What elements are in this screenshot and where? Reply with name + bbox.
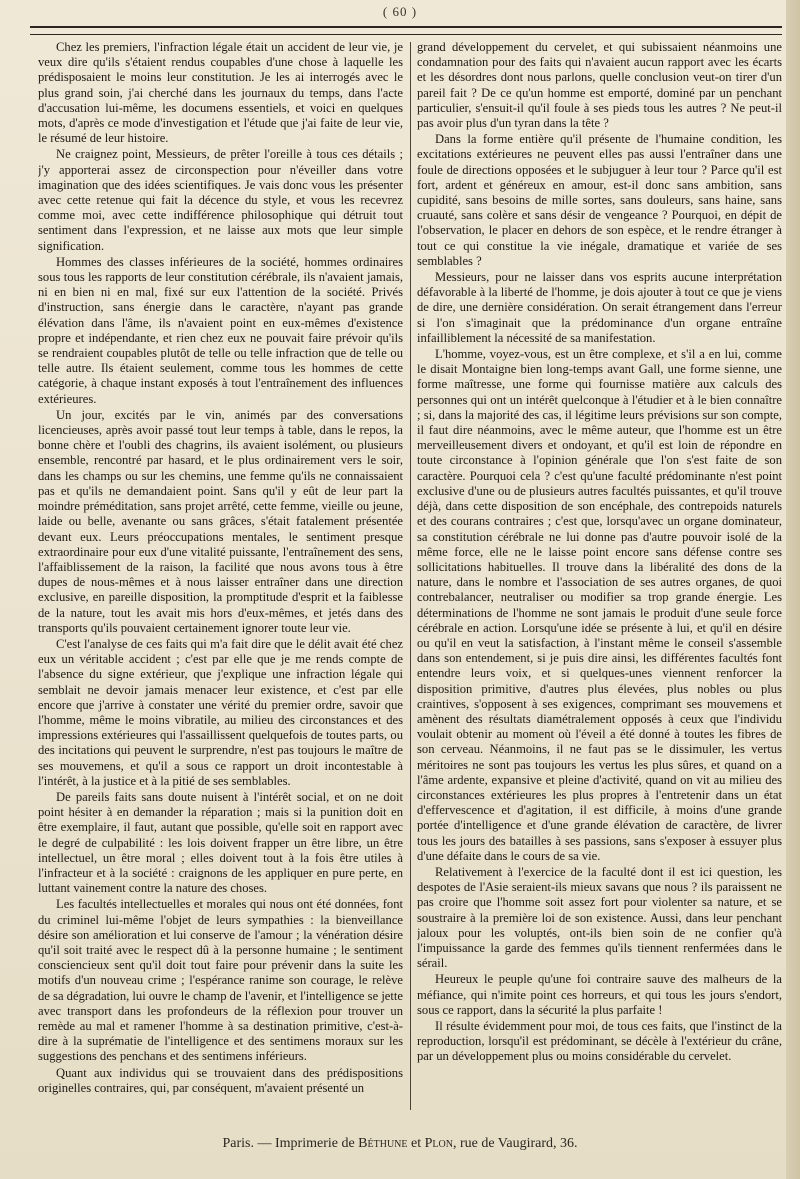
- paragraph: grand développement du cervelet, et qui subissaient néanmoins une condamnation pour des faits qui n'avaient aucun rapport avec les écarts et les désordres dont nous parlons, quelle conclusion veut-on tirer d'un pareil fait ? De ce qu'un homme est emporté, dominé par un penchant particulier, s'ensuit-il qu'il foule à ses pieds tous les autres ? Ne peut-il pas avoir plus d'un tyran dans la tête ?: [417, 40, 782, 131]
- paragraph: Les facultés intellectuelles et morales qui nous ont été données, font du criminel lui-même l'objet de leurs sympathies : la bienveillance désire son amélioration et lui conserve de l'amour ; la vénération désire qu'il soit traité avec le respect dû à la personne humaine ; le sentiment consciencieux sent qu'il doit tout faire pour prévenir dans la suite les motifs d'un nouveau crime ; l'espérance ranime son courage, le relève de sa dégradation, lui ouvre le champ de l'avenir, et l'intelligence se jette avec transport dans les profondeurs de la réflexion pour trouver un remède au mal et ramener l'homme à sa destination primitive, c'est-à-dire à la suprématie de l'intelligence et des sentimens moraux sur les suggestions des penchans et des sentimens inférieurs.: [38, 897, 403, 1064]
- paragraph: Il résulte évidemment pour moi, de tous ces faits, que l'instinct de la reproduction, lorsqu'il est prédominant, se décèle à l'extérieur du crâne, par un développement plus ou moins considérable du cervelet.: [417, 1019, 782, 1064]
- paragraph: Un jour, excités par le vin, animés par des conversations licencieuses, après avoir passé tout leur temps à table, dans le repos, la bonne chère et l'oubli des chagrins, ils avaient isolément, ou plusieurs ensemble, rencontré par hasard, et le plus ordinairement vers le soir, dans les champs ou sur les chemins, une femme qu'ils ne connaissaient pas et qu'ils ne demandaient point. Sans qu'il y eût de leur part la moindre préméditation, sans projet arrêté, cette femme, vieille ou jeune, laide ou belle, avenante ou sans grâces, s'était fatalement présentée devant eux. Leurs préoccupations mentales, le sentiment presque extraordinaire pour eux d'une vitalité puissante, l'entraînement des sens, l'affaiblissement de la raison, la facilité que nous avons tous à être dupes de nous-mêmes et à nous laisser entraîner dans une direction exclusive, en pareille disposition, la promptitude d'esprit et la faiblesse de la nature, tout les avait mis hors d'eux-mêmes, et jetés dans des transports qu'ils pouvaient certainement ignorer toute leur vie.: [38, 407, 403, 635]
- paragraph: Hommes des classes inférieures de la société, hommes ordinaires sous tous les rapports de leur constitution cérébrale, ils n'avaient jamais, ni en bien ni en mal, fixé sur eux l'attention de la société. Privés d'instruction, sans énergie dans le caractère, n'ayant pas grande élévation dans l'âme, ils n'avaient point en eux-mêmes d'existence propre et indépendante, et rien chez eux ne pouvait faire prévoir qu'ils se rendraient coupables plutôt de telle ou telle infraction que de telle ou telle autre. Ils étaient seulement, comme tous les hommes de cette catégorie, à chaque instant exposés à tout l'entraînement des influences extérieures.: [38, 254, 403, 406]
- paragraph: Chez les premiers, l'infraction légale était un accident de leur vie, je veux dire qu'ils s'étaient rendus coupables d'une chose à laquelle les prédisposaient le moins leur constitution. Je les ai interrogés avec le plus grand soin, j'ai cherché dans les journaux du temps, dans l'acte d'accusation lui-même, les documens essentiels, et voici en quelques mots, d'après ce mode d'investigation et l'étude que j'ai faite de leur vie, le résumé de leur histoire.: [38, 40, 403, 146]
- adjacent-page-edge: [786, 0, 800, 1179]
- paragraph: Ne craignez point, Messieurs, de prêter l'oreille à tous ces détails ; j'y apporterai assez de circonspection pour n'éveiller dans votre imagination que des idées scientifiques. Je vais donc vous les présenter avec cette retenue qui fait la décence du style, et vous les recevrez comme moi, avec cette indifférence philosophique qui détruit tout sentiment dans l'expression, et ne laisse aux mots que leur simple signification.: [38, 147, 403, 253]
- right-column: [417, 40, 782, 1115]
- paragraph: Messieurs, pour ne laisser dans vos esprits aucune interprétation défavorable à la liberté de l'homme, je dois ajouter à tout ce que je viens de dire, une dernière considération. On serait étrangement dans l'erreur si l'on s'imaginait que la prédominance d'un organe entraîne infailliblement la nécessité de sa manifestation.: [417, 270, 782, 345]
- imprint-conjunction: et: [411, 1136, 422, 1151]
- paragraph: C'est l'analyse de ces faits qui m'a fait dire que le délit avait été chez eux un véritable accident ; c'est par elle que je me rends compte de l'absence du signe extérieur, que j'explique une infraction légale qui semblait ne devoir jamais menacer leur existence, et c'est par elle encore que j'arrive à constater une vérité du premier ordre, savoir que l'homme, même le moins vibratile, au milieu des circonstances et des impressions extérieures qui l'assaillissent quelquefois de toutes parts, ou des incitations qui peuvent le surprendre, n'est pas toujours le maître de ses mouvemens, et qu'il a sous ce rapport un droit incontestable à l'intérêt, à la justice et à la pitié de ses semblables.: [38, 636, 403, 788]
- imprint-printer-2: Plon: [424, 1136, 453, 1151]
- page-folio: ( 60 ): [382, 4, 418, 19]
- paragraph: Heureux le peuple qu'une foi contraire sauve des malheurs de la méfiance, qui n'imite point ces horreurs, et qui tous les jours s'endort, sous ce rapport, dans la sécurité la plus parfaite !: [417, 972, 782, 1017]
- imprint-city: Paris.: [222, 1136, 254, 1151]
- paragraph: L'homme, voyez-vous, est un être complexe, et s'il a en lui, comme le disait Montaigne bien long-temps avant Gall, une forme sienne, une forme maîtresse, une forme qui fournisse matière aux calculs des personnes qui ont un intérêt quelconque à l'étudier et à le bien connaître ; si, dans la majorité des cas, il légitime leurs prévisions sur son compte, il faut dire néanmoins, avec le même auteur, que l'homme est un être merveilleusement divers et ondoyant, et qu'il est loin de répondre en toute circonstance à l'opinion générale que l'on s'est faite de son caractère. Pourquoi cela ? c'est qu'une faculté prédominante n'est point exclusive d'une ou de plusieurs autres facultés puissantes, et qu'il trouve déjà, dans cette disposition de son encéphale, des contrepoids naturels et des courans contraires ; c'est que, lorsqu'avec un organe dominateur, sa constitution cérébrale ne lui donne pas d'autre pouvoir isolé de la même force, elle ne le laisse point encore sans défense contre ses sollicitations habituelles. Il trouve dans la libéralité des dons de la nature, dans le nombre et l'association de ses autres organes, de quoi contrebalancer, neutraliser ou modifier sa trop grande énergie. Les déterminations de l'homme ne sont jamais le produit d'une seule force cérébrale en action. Lorsqu'une idée se présente à lui, et qu'il en désire ou qu'il en veut la satisfaction, à l'instant même le conseil s'assemble dans son entendement, si je puis dire ainsi, les différentes facultés font entendre leurs voix, et si quelques-unes viennent renforcer la disposition primitive, d'autres plus élevées, plus nobles ou plus craintives, s'opposent à ses exigences, comprimant ses mouvemens et amènent des résultats diamétralement opposés à ceux que l'individu voulait obtenir au moment où l'éveil a été donné à toutes les fibres de son cerveau. Néanmoins, il ne faut pas se le dissimuler, les vertus méritoires ne sont pas toujours les vertus les plus sûres, et quand on a l'âme ardente, expansive et pleine d'activité, quand on vit au milieu des circonstances extérieures les plus propres à l'entretenir dans un état d'effervescence et d'agitation, il est difficile, à moins d'une grande portée d'intelligence et d'une grande élévation de caractère, de livrer tous les jours des batailles à ses passions, sans s'exposer à essuyer plus d'une défaite dans le cours de sa vie.: [417, 347, 782, 863]
- imprint-prefix: Imprimerie de: [274, 1136, 355, 1151]
- printer-imprint: [0, 1136, 800, 1152]
- text-columns: [38, 40, 782, 1115]
- imprint-address: , rue de Vaugirard, 36.: [452, 1136, 578, 1151]
- paragraph: De pareils faits sans doute nuisent à l'intérêt social, et on ne doit point hésiter à en demander la réparation ; mais si la punition doit en être exemplaire, il faut, autant que possible, qu'elle soit en rapport avec le degré de culpabilité : les lois doivent frapper un être libre, un être intellectuel, un être moral ; elles doivent tout à la fois être utiles à l'infracteur et à la société : craignons de les appliquer en pure perte, en luttant vainement contre la nature des choses.: [38, 789, 403, 896]
- paragraph: Relativement à l'exercice de la faculté dont il est ici question, les despotes de l'Asie seraient-ils mieux savans que nous ? ils paraissent ne pas croire que l'homme soit assez fort pour violenter sa nature, et se soustraire à la première loi de son existence. Aussi, dans leur penchant jaloux pour les voluptés, ont-ils bien soin de ne confier qu'à l'impuissance la garde des femmes qu'ils tiennent renfermées dans le sérail.: [417, 864, 782, 971]
- imprint-dash: —: [257, 1136, 272, 1151]
- left-column: [38, 40, 403, 1115]
- paragraph: Dans la forme entière qu'il présente de l'humaine condition, les excitations extérieures ne peuvent elles pas aussi l'entraîner dans une foule de directions opposées et le subjuguer à leur tour ? Parce qu'il est fort, ardent et généreux en amour, est-il donc sans ambition, sans cupidité, sans besoins de mille sortes, sans douleurs, sans haine, sans cruauté, sans colère et sans désir de vengeance ? Pourquoi, en dépit de l'observation, le placer en dehors de son espèce, et le rendre étranger à tout ce qui constitue la vie inégale, dramatique et variée de ses semblables ?: [417, 132, 782, 268]
- header-rule: [30, 26, 782, 35]
- imprint-printer-1: Béthune: [358, 1136, 408, 1151]
- paragraph: Quant aux individus qui se trouvaient dans des prédispositions originelles contraires, qui, par conséquent, m'avaient présenté un: [38, 1065, 403, 1095]
